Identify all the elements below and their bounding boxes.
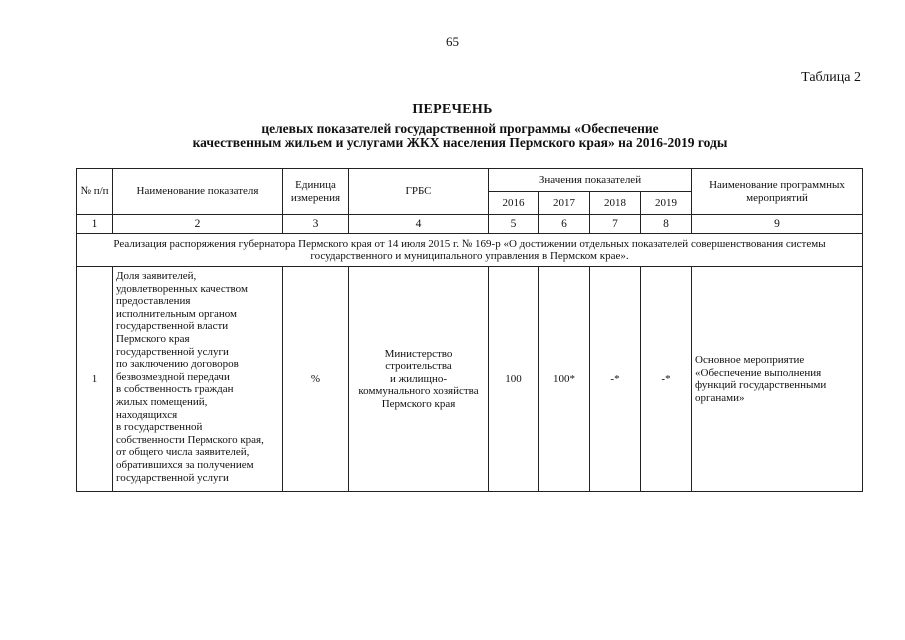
indicator-line: государственной услуги [116,345,229,358]
row-unit: % [283,267,349,492]
indicator-line: находящихся [116,408,178,421]
table-label: Таблица 2 [801,70,861,85]
row-value-2019: -* [641,267,692,492]
header-unit: Единица измерения [283,169,349,215]
header-year-2016: 2016 [489,192,539,215]
document-title: ПЕРЕЧЕНЬ [412,102,493,117]
row-indicator [113,267,283,492]
header-grbs: ГРБС [349,169,489,215]
header-activities: Наименование программных мероприятий [692,169,863,215]
column-number: 5 [489,215,539,234]
indicator-line: Доля заявителей, [116,270,197,282]
indicator-line: от общего числа заявителей, [116,446,250,459]
indicator-line: по заключению договоров [116,358,239,371]
grbs-line: Министерство [384,347,453,360]
indicator-line: предоставления [116,295,191,308]
activity-line: органами» [695,391,745,404]
header-num: № п/п [77,169,113,215]
header-year-2019: 2019 [641,192,692,215]
subtitle-line-2: качественным жильем и услугами ЖКХ населения Пермского края» на 2016-2019 годы [192,135,728,150]
realization-line-1: Реализация распоряжения губернатора Пермского края от 14 июля 2015 г. № 169-р «О достижении отдельных показателей совершенствования системы [113,237,826,250]
realization-row [77,234,863,267]
row-value-2018: -* [590,267,641,492]
realization-text [77,234,863,267]
indicator-line: государственной услуги [116,471,229,484]
indicator-line: в собственность граждан [116,383,234,396]
indicator-line: обратившихся за получением [116,458,254,471]
row-activity [692,267,863,492]
header-values-group: Значения показателей [489,169,692,192]
activity-line: «Обеспечение выполнения [695,366,822,379]
column-number: 7 [590,215,641,234]
column-numbers-row [77,215,863,234]
indicator-line: безвозмездной передачи [116,370,230,383]
row-value-2016: 100 [489,267,539,492]
grbs-line: Пермского края [381,397,456,410]
indicator-line: государственной власти [116,320,229,333]
activity-line: функций государственными [695,379,827,391]
subtitle-line-1: целевых показателей государственной программы «Обеспечение [261,121,659,136]
table-row [77,267,863,492]
realization-line-2: государственного и муниципального управления в Пермском крае». [310,250,629,262]
column-number: 9 [692,215,863,234]
header-year-2017: 2017 [539,192,590,215]
header-row-1 [77,169,863,192]
header-indicator: Наименование показателя [113,169,283,215]
indicator-line: удовлетворенных качеством [116,282,248,295]
header-year-2018: 2018 [590,192,641,215]
column-number: 8 [641,215,692,234]
activity-line: Основное мероприятие [695,354,805,366]
indicators-table [76,168,863,492]
column-number: 4 [349,215,489,234]
indicator-line: в государственной [116,421,203,434]
column-number: 3 [283,215,349,234]
page-number: 65 [446,34,459,49]
indicator-line: исполнительным органом [116,307,237,320]
column-number: 1 [77,215,113,234]
column-number: 6 [539,215,590,234]
grbs-line: строительства [385,360,452,373]
column-number: 2 [113,215,283,234]
indicator-line: собственности Пермского края, [116,433,264,446]
row-grbs [349,267,489,492]
indicator-line: жилых помещений, [116,395,208,408]
document-subtitle [160,122,760,150]
indicator-line: Пермского края [116,332,190,345]
grbs-line: и жилищно- [389,372,448,385]
row-num: 1 [77,267,113,492]
grbs-line: коммунального хозяйства [358,385,479,398]
row-value-2017: 100* [539,267,590,492]
